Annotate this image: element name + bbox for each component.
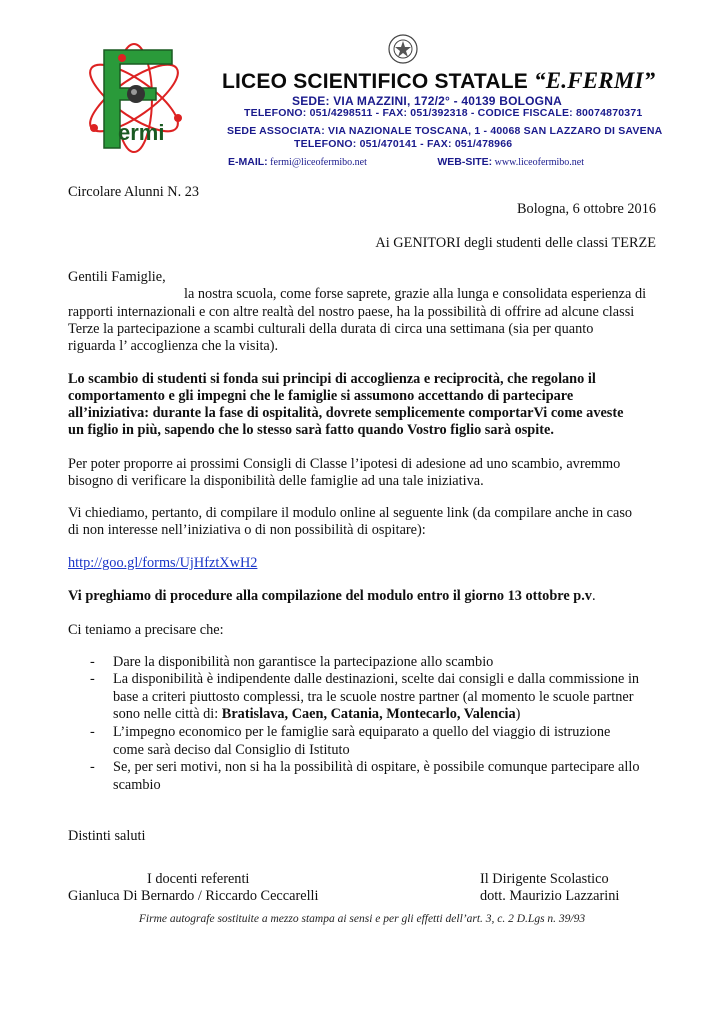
paragraph-2-line-4: un figlio in più, sapendo che lo stesso sarà fatto quando Vostro figlio sarà ospite. <box>68 422 554 438</box>
firme-note: Firme autografe sostituite a mezzo stampa ai sensi e per gli effetti dell’art. 3, c. 2 D.Lgs n. 39/93 <box>138 913 586 925</box>
logo-text: ermi <box>118 120 165 145</box>
paragraph-4-line-2: di non interesse nell’iniziativa o di non possibilità di ospitare): <box>68 522 426 538</box>
sign-left-names: Gianluca Di Bernardo / Riccardo Ceccarelli <box>68 888 319 904</box>
list-item-line: L’impegno economico per le famiglie sarà equiparato a quello del viaggio di istruzione <box>113 724 611 740</box>
paragraph-2-line-1: Lo scambio di studenti si fonda sui principi di accoglienza e reciprocità, che regolano il <box>68 371 596 387</box>
sede-associata: SEDE ASSOCIATA: VIA NAZIONALE TOSCANA, 1 - 40068 SAN LAZZARO DI SAVENA <box>227 125 663 137</box>
school-logo <box>78 40 190 160</box>
sign-right-name: dott. Maurizio Lazzarini <box>480 888 620 904</box>
precisare-intro: Ci teniamo a precisare che: <box>68 622 224 638</box>
republic-emblem-icon <box>383 32 423 66</box>
school-name-text: LICEO SCIENTIFICO STATALE <box>222 70 528 93</box>
closing: Distinti saluti <box>68 828 146 844</box>
cities-suffix: ) <box>515 706 521 722</box>
deadline-bold: Vi preghiamo di procedure alla compilazione del modulo entro il giorno 13 ottobre p.v <box>68 588 592 604</box>
list-item-line-cities <box>113 706 670 724</box>
letter-date: Bologna, 6 ottobre 2016 <box>517 201 656 217</box>
sign-left-title: I docenti referenti <box>147 871 250 887</box>
cities-list: Bratislava, Caen, Catania, Montecarlo, Valencia <box>221 706 516 722</box>
email-link[interactable]: fermi@liceofermibo.net <box>270 157 367 168</box>
circolare-number: Circolare Alunni N. 23 <box>68 184 200 200</box>
list-item <box>90 759 670 794</box>
paragraph-3-line-1: Per poter proporre ai prossimi Consigli di Classe l’ipotesi di adesione ad uno scambio, avremmo <box>68 456 621 472</box>
deadline <box>68 587 596 605</box>
paragraph-2-line-2: comportamento e gli impegni che le famiglie si assumono accettando di partecipare <box>68 388 574 404</box>
paragraph-1-line-4: riguarda l’ accoglienza che la visita). <box>68 338 279 354</box>
list-item <box>90 671 670 724</box>
school-name <box>222 68 655 94</box>
school-fermi: “E.FERMI” <box>534 68 656 93</box>
deadline-end: . <box>591 588 596 604</box>
form-link[interactable]: http://goo.gl/forms/UjHfztXwH2 <box>68 555 258 571</box>
list-dash: - <box>90 759 95 775</box>
paragraph-1-line-3: Terze la partecipazione a scambi culturali della durata di circa una settimana (sia per quanto <box>68 321 594 337</box>
list-item-line: La disponibilità è indipendente dalle destinazioni, scelte dai consigli e dalla commissione in <box>113 671 640 687</box>
web-label: WEB-SITE: <box>437 156 493 168</box>
paragraph-1-line-2: rapporti internazionali e con altre realtà del nostro paese, ha la possibilità di offrire ad alcune classi <box>68 304 635 320</box>
paragraph-2-line-3: all’iniziativa: durante la fase di ospitalità, dovrete semplicemente comportarVi come aveste <box>68 405 624 421</box>
sede-address: SEDE: VIA MAZZINI, 172/2° - 40139 BOLOGNA <box>292 94 562 108</box>
letter-recipient: Ai GENITORI degli studenti delle classi TERZE <box>375 235 656 251</box>
list-dash: - <box>90 654 95 670</box>
web-link[interactable]: www.liceofermibo.net <box>494 157 584 168</box>
contact-main: TELEFONO: 051/4298511 - FAX: 051/392318 - CODICE FISCALE: 80074870371 <box>244 107 643 119</box>
email-label: E-MAIL: <box>228 156 268 168</box>
list-dash: - <box>90 724 95 740</box>
paragraph-1-line-1: la nostra scuola, come forse saprete, grazie alla lunga e consolidata esperienza di <box>184 286 647 302</box>
contact-associata: TELEFONO: 051/470141 - FAX: 051/478966 <box>294 138 513 150</box>
list-item-line: come sarà deciso dal Consiglio di Istituto <box>113 741 350 758</box>
list-item-line: Dare la disponibilità non garantisce la partecipazione allo scambio <box>113 654 494 670</box>
list-item-line: scambio <box>113 776 161 793</box>
web-line <box>228 156 584 168</box>
list-item-line: Se, per seri motivi, non si ha la possibilità di ospitare, è possibile comunque partecipare allo <box>113 759 640 775</box>
greeting: Gentili Famiglie, <box>68 269 166 285</box>
list-item-line: base a criteri piuttosto complessi, tra le scuole nostre partner (al momento le scuole partner <box>113 688 634 705</box>
paragraph-4-line-1: Vi chiediamo, pertanto, di compilare il modulo online al seguente link (da compilare anche in caso <box>68 505 633 521</box>
paragraph-3-line-2: bisogno di verificare la disponibilità delle famiglie ad una tale iniziativa. <box>68 473 484 489</box>
cities-prefix: sono nelle città di: <box>113 706 222 722</box>
sign-right-title: Il Dirigente Scolastico <box>480 871 609 887</box>
list-item <box>90 724 670 759</box>
list-dash: - <box>90 671 95 687</box>
list-item <box>90 654 670 672</box>
